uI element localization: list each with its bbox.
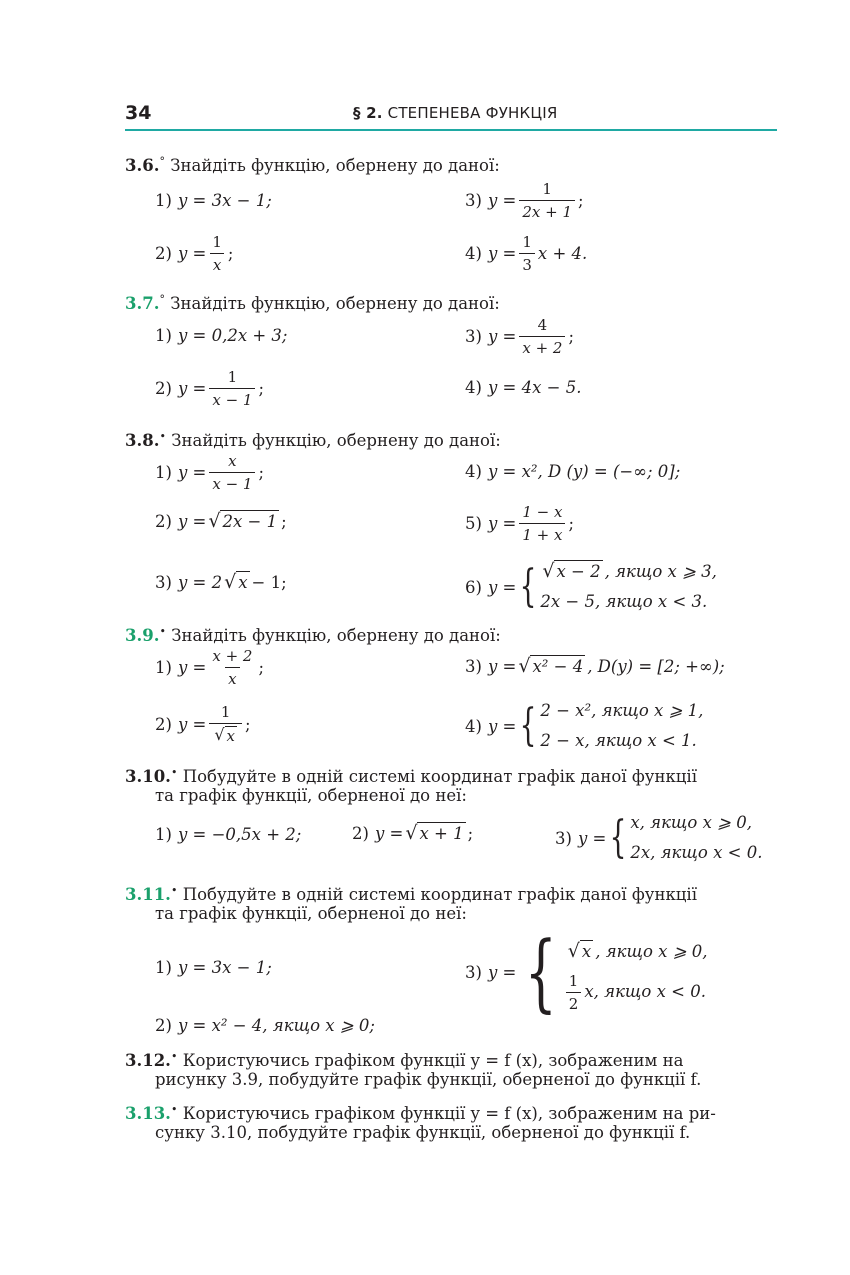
task-3-8-item-4 bbox=[465, 462, 680, 481]
task-3-7 bbox=[125, 288, 500, 316]
formula-lhs: y = bbox=[487, 716, 517, 736]
piecewise-system bbox=[606, 808, 762, 868]
task-number: 3.12. bbox=[125, 1051, 171, 1070]
radical-sign-icon: √ bbox=[567, 939, 580, 962]
task-number: 3.7. bbox=[125, 294, 160, 313]
difficulty-marker: • bbox=[170, 766, 178, 779]
task-3-7-item-4 bbox=[465, 378, 581, 397]
item-label: 1) bbox=[155, 191, 172, 210]
item-label: 2) bbox=[352, 824, 369, 843]
task-number: 3.10. bbox=[125, 767, 171, 786]
item-label: 1) bbox=[155, 326, 172, 345]
item-label: 3) bbox=[155, 573, 172, 592]
fraction bbox=[209, 452, 255, 493]
difficulty-marker: • bbox=[170, 1103, 178, 1116]
radical-sign-icon: √ bbox=[518, 655, 531, 677]
task-3-11-item-1 bbox=[155, 958, 272, 977]
item-label: 4) bbox=[465, 462, 482, 481]
formula: y = 4x − 5. bbox=[487, 378, 582, 397]
task-3-11-item-2 bbox=[155, 1016, 375, 1035]
square-root bbox=[224, 571, 249, 594]
formula-lhs: y = bbox=[177, 379, 207, 398]
item-label: 4) bbox=[465, 244, 482, 263]
cases bbox=[566, 932, 708, 1013]
numerator: 1 − x bbox=[522, 503, 563, 521]
task-text-line-1: Користуючись графіком функції y = f (x), зображеним на bbox=[182, 1051, 684, 1070]
formula-lhs: y = bbox=[487, 191, 517, 210]
task-3-8-item-6 bbox=[465, 557, 717, 617]
square-root bbox=[542, 560, 602, 583]
task-text-line-2: та графік функції, оберненої до неї: bbox=[155, 904, 467, 923]
item-label: 1) bbox=[155, 825, 172, 844]
numerator: 1 bbox=[522, 233, 532, 251]
difficulty-marker: ° bbox=[159, 155, 165, 168]
square-root bbox=[208, 510, 279, 533]
case-2: 2 − x, якщо x < 1. bbox=[540, 731, 697, 750]
task-number: 3.11. bbox=[125, 885, 171, 904]
numerator: 4 bbox=[537, 316, 548, 334]
left-brace-icon: { bbox=[519, 561, 537, 612]
task-3-8-item-2 bbox=[155, 510, 287, 533]
piecewise-system bbox=[516, 696, 703, 756]
task-3-10-item-3 bbox=[555, 808, 762, 868]
left-brace-icon: { bbox=[519, 700, 537, 751]
item-label: 3) bbox=[465, 657, 482, 676]
task-3-10-item-1 bbox=[155, 825, 301, 844]
cases bbox=[540, 557, 717, 617]
numerator: 1 bbox=[568, 971, 579, 990]
denominator: 3 bbox=[519, 253, 535, 274]
formula-lhs: y = bbox=[177, 512, 207, 531]
radical-sign-icon: √ bbox=[208, 510, 221, 532]
radicand: x² − 4 bbox=[532, 657, 584, 676]
task-3-7-item-1 bbox=[155, 326, 288, 345]
formula: y = x², D (y) = (−∞; 0]; bbox=[487, 462, 681, 481]
formula-lhs: y = 2 bbox=[177, 573, 223, 592]
numerator: x bbox=[228, 452, 237, 470]
formula-lhs: y = bbox=[577, 828, 607, 848]
denominator: 2x + 1 bbox=[519, 200, 575, 221]
square-root bbox=[405, 822, 465, 845]
case-2: 2x − 5, якщо x < 3. bbox=[540, 592, 708, 611]
item-label: 1) bbox=[155, 958, 172, 977]
task-text-line-1: Побудуйте в одній системі координат графік даної функції bbox=[182, 885, 697, 904]
cases bbox=[540, 696, 703, 756]
task-3-13 bbox=[125, 1098, 716, 1126]
case-condition: , якщо x ⩾ 0, bbox=[595, 941, 708, 961]
fraction bbox=[519, 180, 575, 221]
fraction bbox=[566, 972, 582, 1013]
formula-tail: ; bbox=[227, 244, 234, 263]
task-text: Знайдіть функцію, обернену до даної: bbox=[170, 156, 500, 175]
radicand: x bbox=[581, 941, 592, 961]
difficulty-marker: • bbox=[170, 884, 178, 897]
header-rule bbox=[125, 129, 777, 131]
difficulty-marker: • bbox=[159, 430, 166, 443]
formula-tail: ; bbox=[258, 463, 265, 482]
page-header bbox=[125, 100, 777, 130]
task-3-7-item-2 bbox=[155, 368, 264, 409]
denominator: 1 + x bbox=[519, 523, 565, 544]
formula-tail: ; bbox=[568, 514, 575, 533]
item-label: 3) bbox=[465, 191, 482, 210]
task-number: 3.13. bbox=[125, 1104, 171, 1123]
fraction bbox=[209, 233, 225, 274]
fraction bbox=[209, 703, 242, 745]
fraction bbox=[209, 368, 255, 409]
formula-lhs: y = bbox=[177, 658, 207, 677]
formula-lhs: y = bbox=[487, 962, 517, 982]
case-2 bbox=[566, 972, 708, 1013]
item-label: 3) bbox=[465, 962, 482, 982]
task-text: Знайдіть функцію, обернену до даної: bbox=[171, 626, 501, 645]
fraction bbox=[519, 316, 565, 357]
formula: y = x² − 4, якщо x ⩾ 0; bbox=[177, 1016, 375, 1035]
case-1 bbox=[566, 932, 708, 972]
item-label: 1) bbox=[155, 463, 172, 482]
task-3-6-item-4 bbox=[465, 233, 587, 274]
radical-sign-icon: √ bbox=[214, 725, 225, 744]
item-label: 1) bbox=[155, 658, 172, 677]
square-root bbox=[518, 655, 585, 678]
formula-tail: ; bbox=[568, 327, 575, 346]
left-brace-icon: { bbox=[525, 923, 558, 1021]
task-number: 3.6. bbox=[125, 156, 160, 175]
formula: y = −0,5x + 2; bbox=[177, 825, 302, 844]
formula: y = 0,2x + 3; bbox=[177, 326, 288, 345]
case-condition: , якщо x ⩾ 3, bbox=[604, 562, 717, 581]
task-text-line-2: рисунку 3.9, побудуйте графік функції, оберненої до функції f. bbox=[155, 1070, 702, 1089]
task-3-6-item-1 bbox=[155, 191, 272, 210]
radicand: x + 1 bbox=[419, 824, 464, 843]
task-3-9-item-4 bbox=[465, 696, 703, 756]
task-3-8-item-3 bbox=[155, 571, 287, 594]
item-label: 2) bbox=[155, 244, 172, 263]
task-3-7-item-3 bbox=[465, 316, 574, 357]
task-3-12 bbox=[125, 1045, 683, 1073]
task-3-11-item-3 bbox=[465, 923, 708, 1021]
formula-lhs: y = bbox=[177, 463, 207, 482]
fraction bbox=[519, 503, 565, 544]
denominator: x bbox=[210, 253, 224, 274]
formula-lhs: y = bbox=[177, 714, 207, 734]
case-1: x, якщо x ⩾ 0, bbox=[630, 813, 752, 832]
formula-lhs: y = bbox=[374, 824, 404, 843]
task-3-6-item-2 bbox=[155, 233, 233, 274]
piecewise-system bbox=[516, 923, 708, 1021]
denominator: x − 1 bbox=[209, 388, 255, 409]
item-label: 2) bbox=[155, 1016, 172, 1035]
case-1: 2 − x², якщо x ⩾ 1, bbox=[540, 701, 704, 720]
section-mark: § 2. bbox=[353, 104, 383, 122]
formula-tail: ; bbox=[281, 512, 287, 531]
radicand: 2x − 1 bbox=[222, 512, 278, 531]
task-3-6-item-3 bbox=[465, 180, 584, 221]
numerator: 1 bbox=[212, 233, 222, 251]
case-1 bbox=[540, 557, 717, 587]
task-3-9-item-2 bbox=[155, 703, 251, 745]
task-3-6 bbox=[125, 150, 500, 178]
task-text-line-1: Побудуйте в одній системі координат графік даної функції bbox=[182, 767, 697, 786]
formula-lhs: y = bbox=[177, 244, 207, 263]
formula-tail: ; bbox=[258, 658, 265, 677]
case-condition: x, якщо x < 0. bbox=[584, 982, 706, 1001]
formula-tail: ; bbox=[245, 714, 251, 734]
task-3-8-item-5 bbox=[465, 503, 574, 544]
numerator: 1 bbox=[227, 368, 238, 386]
formula-tail: x + 4. bbox=[537, 244, 588, 263]
item-label: 4) bbox=[465, 716, 482, 736]
item-label: 3) bbox=[465, 327, 482, 346]
formula: y = 3x − 1; bbox=[177, 191, 272, 210]
formula-tail: − 1; bbox=[251, 573, 287, 592]
item-label: 4) bbox=[465, 378, 482, 397]
radical-sign-icon: √ bbox=[542, 560, 555, 582]
denominator bbox=[209, 723, 242, 745]
formula-tail: , D(y) = [2; +∞); bbox=[587, 657, 725, 676]
fraction bbox=[519, 233, 535, 274]
item-label: 6) bbox=[465, 577, 482, 597]
formula-tail: ; bbox=[258, 379, 265, 398]
task-3-9-item-3 bbox=[465, 655, 725, 678]
task-3-8-item-1 bbox=[155, 452, 264, 493]
formula: y = 3x − 1; bbox=[177, 958, 272, 977]
radical-sign-icon: √ bbox=[224, 571, 237, 593]
item-label: 2) bbox=[155, 379, 172, 398]
task-number: 3.9. bbox=[125, 626, 160, 645]
task-3-9 bbox=[125, 620, 501, 648]
formula-tail: ; bbox=[467, 824, 474, 843]
case-2: 2x, якщо x < 0. bbox=[630, 843, 763, 862]
task-text-line-1: Користуючись графіком функції y = f (x), зображеним на ри- bbox=[182, 1104, 716, 1123]
formula-lhs: y = bbox=[487, 514, 517, 533]
formula-lhs: y = bbox=[487, 244, 517, 263]
task-3-9-item-1 bbox=[155, 647, 264, 688]
page-number: 34 bbox=[125, 102, 152, 124]
formula-lhs: y = bbox=[487, 577, 517, 597]
task-text-line-2: та графік функції, оберненої до неї: bbox=[155, 786, 467, 805]
task-3-11 bbox=[125, 879, 697, 907]
denominator: x + 2 bbox=[519, 336, 565, 357]
piecewise-system bbox=[516, 557, 717, 617]
formula-lhs: y = bbox=[487, 327, 517, 346]
difficulty-marker: • bbox=[170, 1050, 178, 1063]
numerator: 1 bbox=[220, 703, 231, 721]
left-brace-icon: { bbox=[609, 812, 627, 863]
item-label: 2) bbox=[155, 714, 172, 734]
formula-tail: ; bbox=[578, 191, 584, 210]
task-text-line-2: сунку 3.10, побудуйте графік функції, оберненої до функції f. bbox=[155, 1123, 691, 1142]
task-3-8 bbox=[125, 425, 501, 453]
task-3-10-item-2 bbox=[352, 822, 473, 845]
item-label: 3) bbox=[555, 828, 572, 848]
difficulty-marker: ° bbox=[159, 293, 165, 306]
numerator: x + 2 bbox=[212, 647, 253, 665]
numerator: 1 bbox=[542, 180, 552, 198]
denominator: x − 1 bbox=[209, 472, 255, 493]
task-number: 3.8. bbox=[125, 431, 160, 450]
radicand: x bbox=[226, 727, 236, 745]
denominator: x bbox=[225, 667, 239, 688]
formula-lhs: y = bbox=[487, 657, 517, 676]
section-title bbox=[353, 104, 557, 122]
difficulty-marker: • bbox=[159, 625, 166, 638]
radical-sign-icon: √ bbox=[405, 822, 418, 844]
task-text: Знайдіть функцію, обернену до даної: bbox=[171, 431, 501, 450]
cases bbox=[630, 808, 762, 868]
item-label: 5) bbox=[465, 514, 482, 533]
square-root bbox=[214, 726, 237, 745]
fraction bbox=[209, 647, 255, 688]
task-3-10 bbox=[125, 761, 697, 789]
denominator: 2 bbox=[566, 992, 582, 1013]
radicand: x − 2 bbox=[556, 562, 601, 581]
radicand: x bbox=[238, 573, 248, 592]
item-label: 2) bbox=[155, 512, 172, 531]
section-name: СТЕПЕНЕВА ФУНКЦІЯ bbox=[387, 104, 558, 122]
square-root bbox=[568, 940, 593, 963]
task-text: Знайдіть функцію, обернену до даної: bbox=[170, 294, 500, 313]
